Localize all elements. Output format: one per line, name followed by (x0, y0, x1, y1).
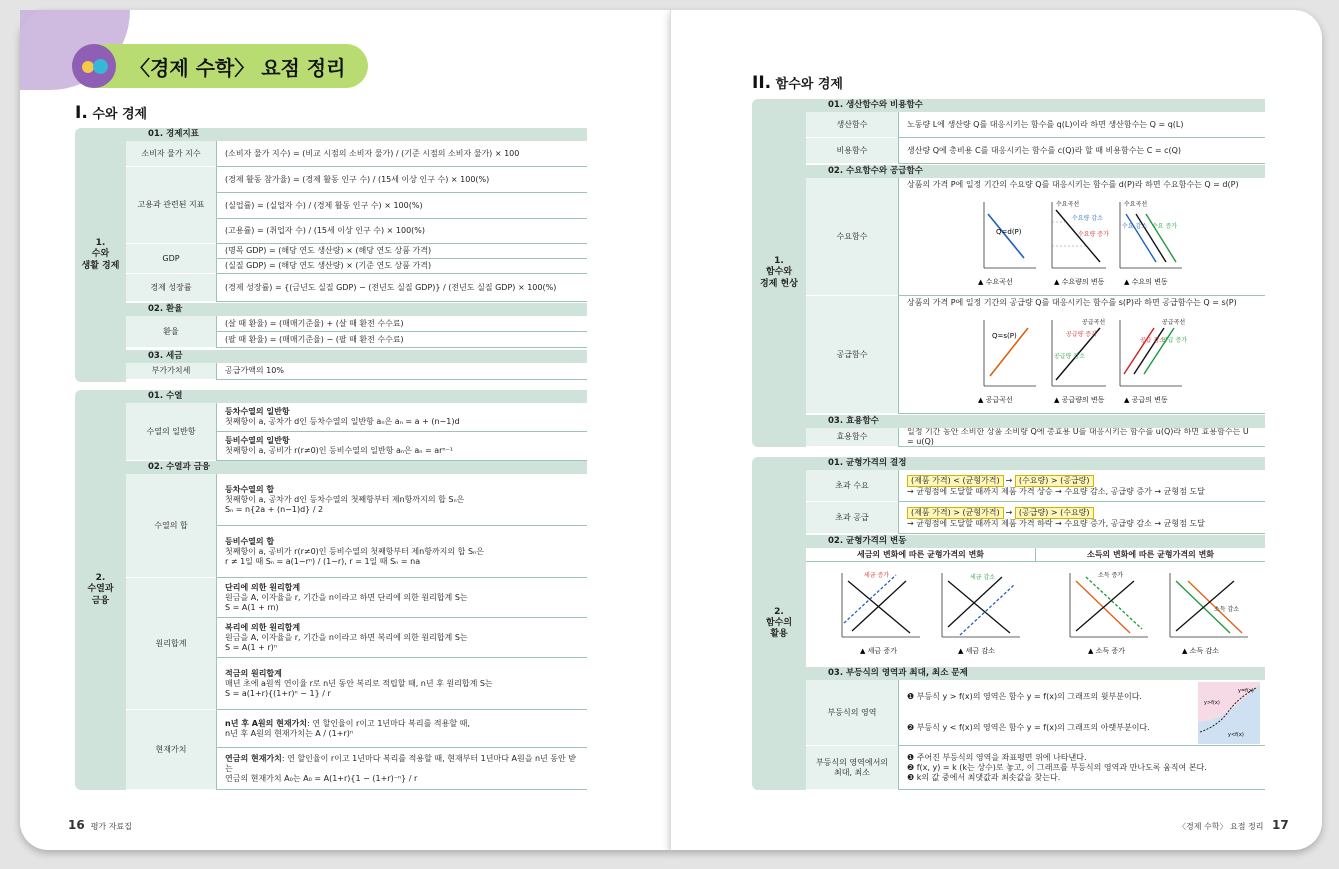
row-content: ❶ 부등식 y > f(x)의 영역은 함수 y = f(x)의 그래프의 윗부분이다. ❷ 부등식 y < f(x)의 영역은 함수 y = f(x)의 그래프의 아랫부분이다. (898, 680, 1265, 746)
page-crease (670, 10, 671, 850)
graph-label: 공급 감소 (1140, 337, 1166, 344)
row-label: 초과 공급 (806, 502, 898, 534)
row-label: 효용함수 (806, 428, 898, 447)
graph-caption: ▲ 공급량의 변동 (1054, 396, 1105, 404)
row-content: 등차수열의 일반항 첫째항이 a, 공차가 d인 등차수열의 일반항 aₙ은 aₙ = a + (n−1)d (216, 403, 587, 432)
subheading: 02. 수열과 금융 (126, 461, 587, 474)
graph-label: 공급 증가 (1162, 337, 1188, 344)
right-heading: II. 함수와 경제 (752, 73, 843, 93)
supply-curve-graph (984, 320, 1036, 386)
graph-label: 소득 증가 (1098, 572, 1124, 579)
row-label: 부등식의 영역에서의 최대, 최소 (806, 746, 898, 790)
left-heading: I. 수와 경제 (75, 103, 148, 123)
subheading: 02. 균형가격의 변동 (806, 535, 1265, 548)
supply-graphs (974, 314, 1188, 410)
subheading: 01. 수열 (126, 390, 587, 403)
row-content: (소비자 물가 지수) = (비교 시점의 소비자 물가) / (기준 시점의 소비자 물가) × 100 (216, 141, 587, 167)
row-label: 수열의 합 (126, 474, 216, 578)
row-label: 부등식의 영역 (806, 680, 898, 746)
row-content: (경제 성장률) = {(금년도 실질 GDP) − (전년도 실질 GDP)} / (전년도 실질 GDP) × 100(%) (216, 274, 587, 302)
section-label: 2. 수열과 금융 (75, 390, 126, 790)
subheading: 03. 효용함수 (806, 415, 1265, 428)
graph-label: 공급곡선 (1162, 319, 1186, 326)
graph-label: y=f(x) (1238, 688, 1254, 694)
income-decrease-graph (1170, 573, 1248, 655)
subheading: 02. 환율 (126, 303, 587, 316)
row-label: 수열의 일반항 (126, 403, 216, 461)
row-content: 등차수열의 합 첫째항이 a, 공차가 d인 등차수열의 첫째항부터 제n항까지의 합 Sₙ은 Sₙ = n{2a + (n−1)d} / 2 (216, 474, 587, 526)
graph-label: y<f(x) (1228, 732, 1244, 738)
row-content: (고용률) = (취업자 수) / (15세 이상 인구 수) × 100(%) (216, 219, 587, 244)
subheading: 03. 부등식의 영역과 최대, 최소 문제 (806, 667, 1265, 680)
row-label: 현재가치 (126, 710, 216, 790)
row-label: 공급함수 (806, 296, 898, 414)
row-content: (제품 가격) > (균형가격) → (공급량) > (수요량) → 균형점에 도달할 때까지 제품 가격 하락 → 수요량 증가, 공급량 감소 → 균형점 도달 (898, 502, 1265, 534)
subheading: 03. 세금 (126, 350, 587, 363)
row-content: 등비수열의 일반항 첫째항이 a, 공비가 r(r≠0)인 등비수열의 일반항 aₙ은 aₙ = arⁿ⁻¹ (216, 432, 587, 461)
banner-dot-icon (93, 59, 108, 74)
row-content: 등비수열의 합 첫째항이 a, 공비가 r(r≠0)인 등비수열의 첫째항부터 제n항까지의 합 Sₙ은 r ≠ 1일 때 Sₙ = a(1−rⁿ) / (1−r), r = 1일 때 Sₙ = na (216, 526, 587, 578)
row-content: (실질 GDP) = (해당 연도 생산량) × (기준 연도 상품 가격) (216, 259, 587, 274)
tax-decrease-graph (942, 573, 1020, 655)
row-content: (팔 때 환율) = (매매기준율) − (팔 때 환전 수수료) (216, 332, 587, 348)
row-content: 단리에 의한 원리합계 원금을 A, 이자율을 r, 기간을 n이라고 하면 단리에 의한 원리합계 S는 S = A(1 + rn) (216, 578, 587, 618)
left-footer: 16 평가 자료집 (68, 818, 132, 832)
row-content: 적금의 원리합계 매년 초에 a원씩 연이율 r로 n년 동안 복리로 적립할 때, n년 후 원리합계 S는 S = a(1+r){(1+r)ⁿ − 1} / r (216, 658, 587, 710)
graph-label: 수요 증가 (1152, 223, 1178, 230)
demand-change-graph (1120, 200, 1182, 268)
row-label: 생산함수 (806, 112, 898, 138)
row-content: (살 때 환율) = (매매기준율) + (살 때 환전 수수료) (216, 316, 587, 332)
demand-quantity-change-graph (1052, 200, 1109, 268)
graph-label: 세금 감소 (970, 574, 996, 581)
row-content: 상품의 가격 P에 일정 기간의 공급량 Q를 대응시키는 함수를 s(P)라 하면 공급함수는 Q = s(P) (898, 296, 1265, 414)
section-label: 1. 수와 생활 경제 (75, 128, 126, 382)
row-content: 연금의 현재가치: 연 할인율이 r이고 1년마다 복리를 적용할 때, 현재부터 1년마다 A원을 n년 동안 받는 연금의 현재가치 A₀는 A₀ = A(1+r){1 − (1+r)⁻ⁿ} / r (216, 748, 587, 790)
row-label: 비용함수 (806, 138, 898, 164)
row-label: 환율 (126, 316, 216, 348)
banner-title: 〈경제 수학〉 요점 정리 (130, 55, 346, 80)
row-label: GDP (126, 244, 216, 274)
subheading: 02. 수요함수와 공급함수 (806, 165, 1265, 178)
graph-label: y>f(x) (1204, 700, 1220, 706)
section-label: 2. 함수의 활용 (752, 457, 806, 790)
left-section-2 (75, 390, 587, 790)
row-content: 노동량 L에 생산량 Q를 대응시키는 함수를 q(L)이라 하면 생산함수는 Q = q(L) (898, 112, 1265, 138)
graph-caption: ▲ 공급곡선 (978, 396, 1013, 404)
graph-caption: ▲ 소득 감소 (1182, 647, 1219, 655)
row-content: n년 후 A원의 현재가치: 연 할인율이 r이고 1년마다 복리를 적용할 때, n년 후 A원의 현재가치는 A / (1+r)ⁿ (216, 710, 587, 748)
row-label: 고용과 관련된 지표 (126, 167, 216, 244)
graph-label: 수요 감소 (1122, 223, 1148, 230)
supply-quantity-change-graph (1052, 318, 1106, 386)
demand-graphs (974, 196, 1188, 292)
supply-change-graph (1120, 318, 1187, 386)
graph-caption: ▲ 수요곡선 (978, 278, 1013, 286)
row-content: (실업률) = (실업자 수) / (경제 활동 인구 수) × 100(%) (216, 193, 587, 219)
graph-label: 수요량 증가 (1078, 231, 1109, 238)
row-label: 경제 성장률 (126, 274, 216, 302)
graph-label: 공급곡선 (1082, 319, 1106, 326)
graph-caption: ▲ 수요량의 변동 (1054, 278, 1105, 286)
graph-caption: ▲ 세금 감소 (958, 647, 995, 655)
row-content: 상품의 가격 P에 일정 기간의 수요량 Q를 대응시키는 함수를 d(P)라 하면 수요함수는 Q = d(P) (898, 178, 1265, 296)
right-footer: 〈경제 수학〉 요점 정리 17 (1178, 818, 1289, 832)
graph-caption: ▲ 소득 증가 (1088, 647, 1125, 655)
graph-label: 공급량 증가 (1066, 331, 1097, 338)
graph-label: 수요곡선 (1056, 201, 1080, 208)
row-label: 초과 수요 (806, 470, 898, 502)
row-label: 부가가치세 (126, 363, 216, 380)
supply-curve-label: Q=s(P) (992, 332, 1017, 340)
tax-increase-graph (842, 571, 920, 655)
row-content: (경제 활동 참가율) = (경제 활동 인구 수) / (15세 이상 인구 수) × 100(%) (216, 167, 587, 193)
row-content: 생산량 Q에 총비용 C를 대응시키는 함수를 c(Q)라 할 때 비용함수는 C = c(Q) (898, 138, 1265, 164)
subheading: 01. 균형가격의 결정 (806, 457, 1265, 470)
column-header: 세금의 변화에 따른 균형가격의 변화 (806, 548, 1035, 562)
column-header: 소득의 변화에 따른 균형가격의 변화 (1035, 548, 1265, 562)
row-label: 원리합계 (126, 578, 216, 710)
row-content: 일정 기간 동안 소비한 상품 소비량 Q에 총효용 U를 대응시키는 함수를 u(Q)라 하면 효용함수는 U = u(Q) (898, 428, 1265, 447)
graph-caption: ▲ 세금 증가 (860, 647, 897, 655)
row-content: ❶ 주어진 부등식의 영역을 좌표평면 위에 나타낸다. ❷ f(x, y) = k (k는 상수)로 놓고, 이 그래프를 부등식의 영역과 만나도록 움직여 본다. ❸ k의 값 중에서 최댓값과 최솟값을 찾는다. (898, 746, 1265, 790)
subheading: 01. 경제지표 (126, 128, 587, 141)
row-label: 소비자 물가 지수 (126, 141, 216, 167)
graph-caption: ▲ 수요의 변동 (1124, 278, 1168, 286)
graph-label: 수요곡선 (1124, 201, 1148, 208)
graph-label: 소득 감소 (1214, 606, 1240, 613)
equilibrium-graphs (830, 567, 1260, 663)
title-banner (72, 44, 368, 88)
demand-curve-graph (984, 202, 1036, 268)
section-label: 1. 함수와 경제 현상 (752, 99, 806, 447)
income-increase-graph (1070, 571, 1148, 655)
row-label: 수요함수 (806, 178, 898, 296)
demand-curve-label: Q=d(P) (996, 228, 1022, 236)
graph-caption: ▲ 공급의 변동 (1124, 396, 1168, 404)
row-content: (명목 GDP) = (해당 연도 생산량) × (해당 연도 상품 가격) (216, 244, 587, 259)
subheading: 01. 생산함수와 비용함수 (806, 99, 1265, 112)
graph-label: 수요량 감소 (1072, 215, 1103, 222)
inequality-graph (1198, 682, 1260, 744)
graph-label: 세금 증가 (864, 572, 890, 579)
row-content: 공급가액의 10% (216, 363, 587, 380)
graph-label: 공급량 감소 (1054, 353, 1085, 360)
row-content: (제품 가격) < (균형가격) → (수요량) > (공급량) → 균형점에 도달할 때까지 제품 가격 상승 → 수요량 감소, 공급량 증가 → 균형점 도달 (898, 470, 1265, 502)
row-content: 복리에 의한 원리합계 원금을 A, 이자율을 r, 기간을 n이라고 하면 복리에 의한 원리합계 S는 S = A(1 + r)ⁿ (216, 618, 587, 658)
left-section-1 (75, 128, 587, 382)
